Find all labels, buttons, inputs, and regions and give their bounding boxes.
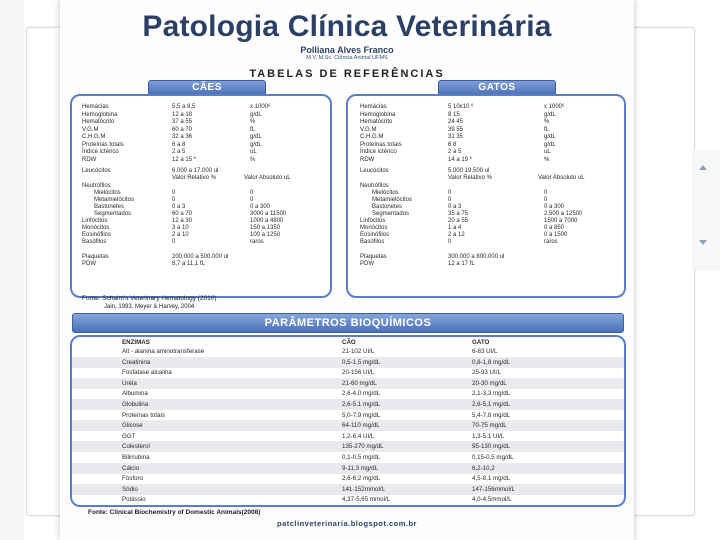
cats-label: GATOS (438, 80, 556, 96)
absolute-value-header: Valor Absoluto uL (244, 175, 291, 181)
cell: Segmentados (372, 211, 410, 217)
table-row (72, 168, 330, 174)
cell: C.H.G.M (82, 134, 106, 140)
table-row (72, 388, 624, 399)
table-row (72, 218, 330, 224)
cell: 0 (172, 197, 176, 203)
cell: 9-11,3 mg/dL (342, 464, 379, 472)
cell: 20-30 mg/dL (472, 379, 507, 387)
cell: 300.000 a 800.000 ul (448, 254, 505, 260)
table-row (72, 346, 624, 357)
cell: 64-110 mg/dL (342, 422, 380, 430)
cell: 6 8 (448, 141, 457, 148)
dogs-table (70, 94, 332, 298)
cell: 0 a 850 (544, 225, 565, 231)
cell: Hematócrito (82, 119, 115, 125)
cell: 0 a 1500 (544, 232, 568, 238)
cell: 0 (172, 239, 176, 245)
table-row (72, 378, 624, 389)
cell: 32 a 36 (172, 134, 193, 140)
table-row (348, 218, 624, 224)
cell: 3 a 10 (172, 225, 189, 231)
cell: 0 (172, 190, 176, 196)
cell: Basófilos (360, 239, 385, 245)
cell: x 1000⁶ (250, 104, 271, 110)
leukocytes-range: 6.000 a 17.000 ul (172, 168, 219, 174)
table-row (72, 104, 330, 110)
cell: g/dL (544, 111, 556, 118)
table-row (72, 127, 330, 133)
leukocytes-label: Leucócitos (360, 168, 389, 174)
table-row (72, 112, 330, 118)
cell: Linfócitos (360, 218, 386, 224)
window-left-edge (0, 0, 24, 540)
cell: 25-93 UI/L (472, 369, 501, 377)
arrow-down-icon[interactable] (699, 240, 707, 245)
author-name: Polliana Alves Franco (300, 45, 394, 55)
table-row (72, 232, 330, 238)
cell: fL (250, 126, 256, 133)
leukocytes-range: 5.000 19.500 ul (448, 168, 490, 174)
cell: Uréia (122, 379, 137, 387)
cell: 20-156 UI/L (342, 369, 375, 377)
cell: Fósforo (122, 475, 143, 483)
cell: RDW (82, 156, 97, 163)
table-row (348, 134, 624, 140)
cell: Monócitos (360, 225, 388, 231)
cell: 6,2-10,2 (472, 464, 495, 472)
cell: PDW (82, 261, 96, 267)
cell: Hematócrito (360, 119, 393, 125)
column-header: ENZIMAS (122, 339, 150, 346)
table-row (72, 190, 330, 196)
cell: 70-75 mg/dL (472, 422, 507, 430)
table-row (72, 183, 330, 189)
cell: 2,1-3,3 mg/dL (472, 390, 511, 398)
table-row (72, 473, 624, 484)
table-row (348, 232, 624, 238)
cell: RDW (360, 156, 375, 163)
table-row (72, 239, 330, 245)
cell: g/dL (250, 134, 262, 140)
cell: 100 a 1250 (250, 232, 281, 238)
table-row (72, 204, 330, 210)
cell: 2 a 5 (172, 149, 186, 155)
cell: Mielócitos (94, 190, 121, 196)
cell: 5 10x10 ⁶ (448, 104, 474, 110)
cell: 2,6-5,1 mg/dL (342, 401, 381, 408)
cell: 2,6-4,0 mg/dL (342, 390, 381, 398)
cell: 2,6-6,2 mg/dL (342, 475, 381, 483)
cell: Creatinina (122, 358, 151, 366)
table-row (72, 197, 330, 203)
blog-url[interactable]: patclinveterinaria.blogspot.com.br (277, 519, 417, 528)
arrow-up-icon[interactable] (699, 165, 707, 170)
tables-heading: TABELAS DE REFERÊNCIAS (249, 68, 445, 80)
cell: 14 a 19 * (448, 156, 473, 163)
cell: 60 a 70 (172, 126, 193, 133)
cell: fL (544, 126, 550, 133)
cell: 0,15-0,5 mg/dL (472, 454, 514, 461)
cell: % (544, 119, 550, 125)
relative-value-header: Valor Relativo % (172, 175, 216, 181)
neutrophils-label: Neutrófilos (360, 183, 389, 189)
table-row (72, 142, 330, 148)
cell: % (250, 119, 256, 125)
table-row (72, 254, 330, 260)
cell: 0 (544, 190, 548, 196)
cell: Potássio (122, 496, 146, 504)
cell: 1500 a 7000 (544, 218, 578, 224)
cell: 1,2-6,4 UI/L (342, 432, 375, 440)
cell: 0 a 300 (250, 204, 271, 210)
cell: 3000 a 11500 (250, 211, 287, 217)
cell: 6-83 UI/L (472, 348, 498, 355)
cell: g/dL (544, 134, 556, 140)
cell: Glicose (122, 422, 143, 430)
cell: % (250, 156, 256, 163)
cell: Plaquetas (360, 254, 387, 260)
cell: Fosfatase alcalina (122, 369, 172, 377)
cell: 0 a 3 (172, 204, 186, 210)
table-row (72, 357, 624, 368)
cell: 95-130 mg/dL (472, 443, 511, 451)
cell: 2.500 a 12500 (544, 211, 583, 217)
table-row (72, 463, 624, 474)
cell: Índice ictérico (360, 149, 397, 155)
cell: 0,1-0,5 mg/dL (342, 454, 381, 461)
cell: 2 a 12 (448, 232, 465, 238)
table-row (72, 149, 330, 155)
cell: 12 a 17 fL (448, 261, 475, 267)
cell: Colesterol (122, 443, 150, 451)
table-row (348, 183, 624, 189)
cell: Índice ictérico (82, 149, 119, 155)
author-credentials: M.V. M.Sc. Ciência Animal UFMS (306, 55, 388, 61)
cell: 2,6-5,1 mg/dL (472, 401, 511, 408)
cell: 24 45 (448, 119, 464, 125)
cell: Alt - alanina aminotransferase (122, 348, 205, 355)
cell: Monócitos (82, 225, 110, 231)
cell: 39 55 (448, 126, 464, 133)
cell: V.G.M (360, 126, 377, 133)
neutrophils-label: Neutrófilos (82, 183, 111, 189)
cell: 20 a 55 (448, 218, 469, 224)
table-row (72, 494, 624, 505)
cell: 0,8-1,8 mg/dL (472, 358, 511, 366)
table-row (72, 367, 624, 378)
cell: 0 a 300 (544, 204, 565, 210)
cell: raros (544, 239, 558, 245)
cell: 135-270 mg/dL (342, 443, 384, 451)
cell: x 1000⁶ (544, 104, 565, 110)
cell: 0 (448, 239, 452, 245)
table-row (348, 239, 624, 245)
cell: 0 a 3 (448, 204, 462, 210)
reference-sheet (60, 0, 634, 540)
biochem-source: Fonte: Clinical Biochemistry of Domestic Animals(2008) (88, 509, 261, 516)
cell: Proteínas totais (360, 141, 402, 148)
cell: g/dL (250, 141, 262, 148)
cell: Eosinófilos (360, 232, 390, 238)
cell: Bilirrubina (122, 454, 150, 461)
cell: 0 (544, 197, 548, 203)
cell: 4,37-5,65 mmol/L (342, 496, 391, 504)
cell: Eosinófilos (82, 232, 112, 238)
table-row (348, 119, 624, 125)
cell: 12 a 15 * (172, 156, 197, 163)
cell: 1000 a 4800 (250, 218, 284, 224)
table-row (72, 441, 624, 452)
table-row (348, 127, 624, 133)
dogs-label: CÃES (148, 80, 266, 96)
cell: Mielócitos (372, 190, 399, 196)
cell: 5,4-7,8 mg/dL (472, 411, 511, 419)
cell: g/dL (544, 141, 556, 148)
cell: Plaquetas (82, 254, 109, 260)
cell: 0 (448, 190, 452, 196)
cell: Basófilos (82, 239, 107, 245)
page-title: Patologia Clínica Veterinária (142, 10, 552, 43)
cell: 6 a 8 (172, 141, 186, 148)
cell: 5,0-7,9 mg/dL (342, 411, 381, 419)
relative-value-header: Valor Relativo % (448, 175, 492, 181)
cell: 35 a 75 (448, 211, 469, 217)
cell: Cálcio (122, 464, 140, 472)
table-row (72, 261, 330, 267)
table-row (72, 452, 624, 463)
cell: 0 (448, 197, 452, 203)
cell: PDW (360, 261, 374, 267)
table-row (72, 410, 624, 421)
cell: Sódio (122, 485, 138, 493)
table-row (348, 168, 624, 174)
cell: 4,5-8,1 mg/dL (472, 475, 511, 483)
cell: 31 35 (448, 134, 464, 140)
biochem-label: PARÂMETROS BIOQUÍMICOS (72, 313, 624, 333)
table-row (348, 142, 624, 148)
cell: 60 a 70 (172, 211, 193, 217)
cell: Hemácias (360, 104, 387, 110)
hematology-source: Fonte: Schalm's Veterinary Hematology (2010) (82, 295, 217, 302)
cell: 0 (250, 197, 254, 203)
cell: 21-60 mg/dL (342, 379, 377, 387)
table-row (348, 254, 624, 260)
cell: Hemácias (82, 104, 109, 110)
cell: % (544, 156, 550, 163)
cell: 2 a 5 (448, 149, 462, 155)
table-row (348, 157, 624, 163)
cell: 200.000 a 500.000 ul (172, 254, 229, 260)
cell: 1 a 4 (448, 225, 462, 231)
cell: g/dL (250, 111, 262, 118)
cell: 12 a 18 (172, 111, 193, 118)
cell: Linfócitos (82, 218, 108, 224)
cell: V.G.M (82, 126, 99, 133)
cell: 8 15 (448, 111, 460, 118)
table-row (348, 211, 624, 217)
absolute-value-header: Valor Absoluto uL (538, 175, 585, 181)
table-row (72, 420, 624, 431)
table-row (348, 175, 624, 181)
cell: 2 a 10 (172, 232, 189, 238)
cell: uL (250, 149, 257, 155)
cats-table (346, 94, 626, 298)
column-header: CÃO (342, 339, 356, 346)
cell: 8,7 a 11,1 fL (172, 261, 205, 267)
table-row (72, 157, 330, 163)
hematology-source-2: Jain, 1993, Meyer & Harvey, 2004 (104, 304, 195, 310)
table-row (72, 484, 624, 495)
cell: 4,0-4,5mmol/L (472, 496, 512, 504)
table-row (72, 119, 330, 125)
cell: Segmentados (94, 211, 132, 217)
table-row (348, 149, 624, 155)
cell: uL (544, 149, 551, 155)
table-row (72, 431, 624, 442)
table-row (72, 175, 330, 181)
table-row (72, 399, 624, 410)
cell: GGT (122, 432, 136, 440)
table-row (348, 225, 624, 231)
cell: 12 a 30 (172, 218, 193, 224)
cell: 141-152mmol/L (342, 485, 385, 493)
table-row (348, 112, 624, 118)
cell: Globulina (122, 401, 149, 408)
cell: Bastonetes (372, 204, 403, 210)
table-row (72, 211, 330, 217)
table-row (72, 134, 330, 140)
table-row (348, 104, 624, 110)
table-row (348, 261, 624, 267)
cell: Metamielócitos (94, 197, 135, 203)
cell: 150 a 1350 (250, 225, 281, 231)
cell: Metamielócitos (372, 197, 413, 203)
table-row (348, 197, 624, 203)
table-row (348, 204, 624, 210)
table-row (72, 225, 330, 231)
cell: 0 (250, 190, 254, 196)
cell: 0,5-1,5 mg/dL (342, 358, 381, 366)
cell: Hemoglobina (82, 111, 118, 118)
cell: 147-156mmol/L (472, 485, 515, 493)
cell: Proteínas totais (122, 411, 165, 419)
cell: Albumina (122, 390, 148, 398)
cell: Proteínas totais (82, 141, 124, 148)
table-row (348, 190, 624, 196)
cell: 37 a 55 (172, 119, 193, 125)
column-header: GATO (472, 339, 490, 346)
cell: 1,3-5,1 UI/L (472, 432, 505, 440)
biochem-table (70, 335, 626, 507)
cell: 21-102 UI/L (342, 348, 375, 355)
cell: Bastonetes (94, 204, 125, 210)
cell: C.H.G.M (360, 134, 384, 140)
leukocytes-label: Leucócitos (82, 168, 111, 174)
cell: Hemoglobina (360, 111, 396, 118)
cell: 5,5 a 8,5 (172, 104, 196, 110)
cell: raros (250, 239, 264, 245)
